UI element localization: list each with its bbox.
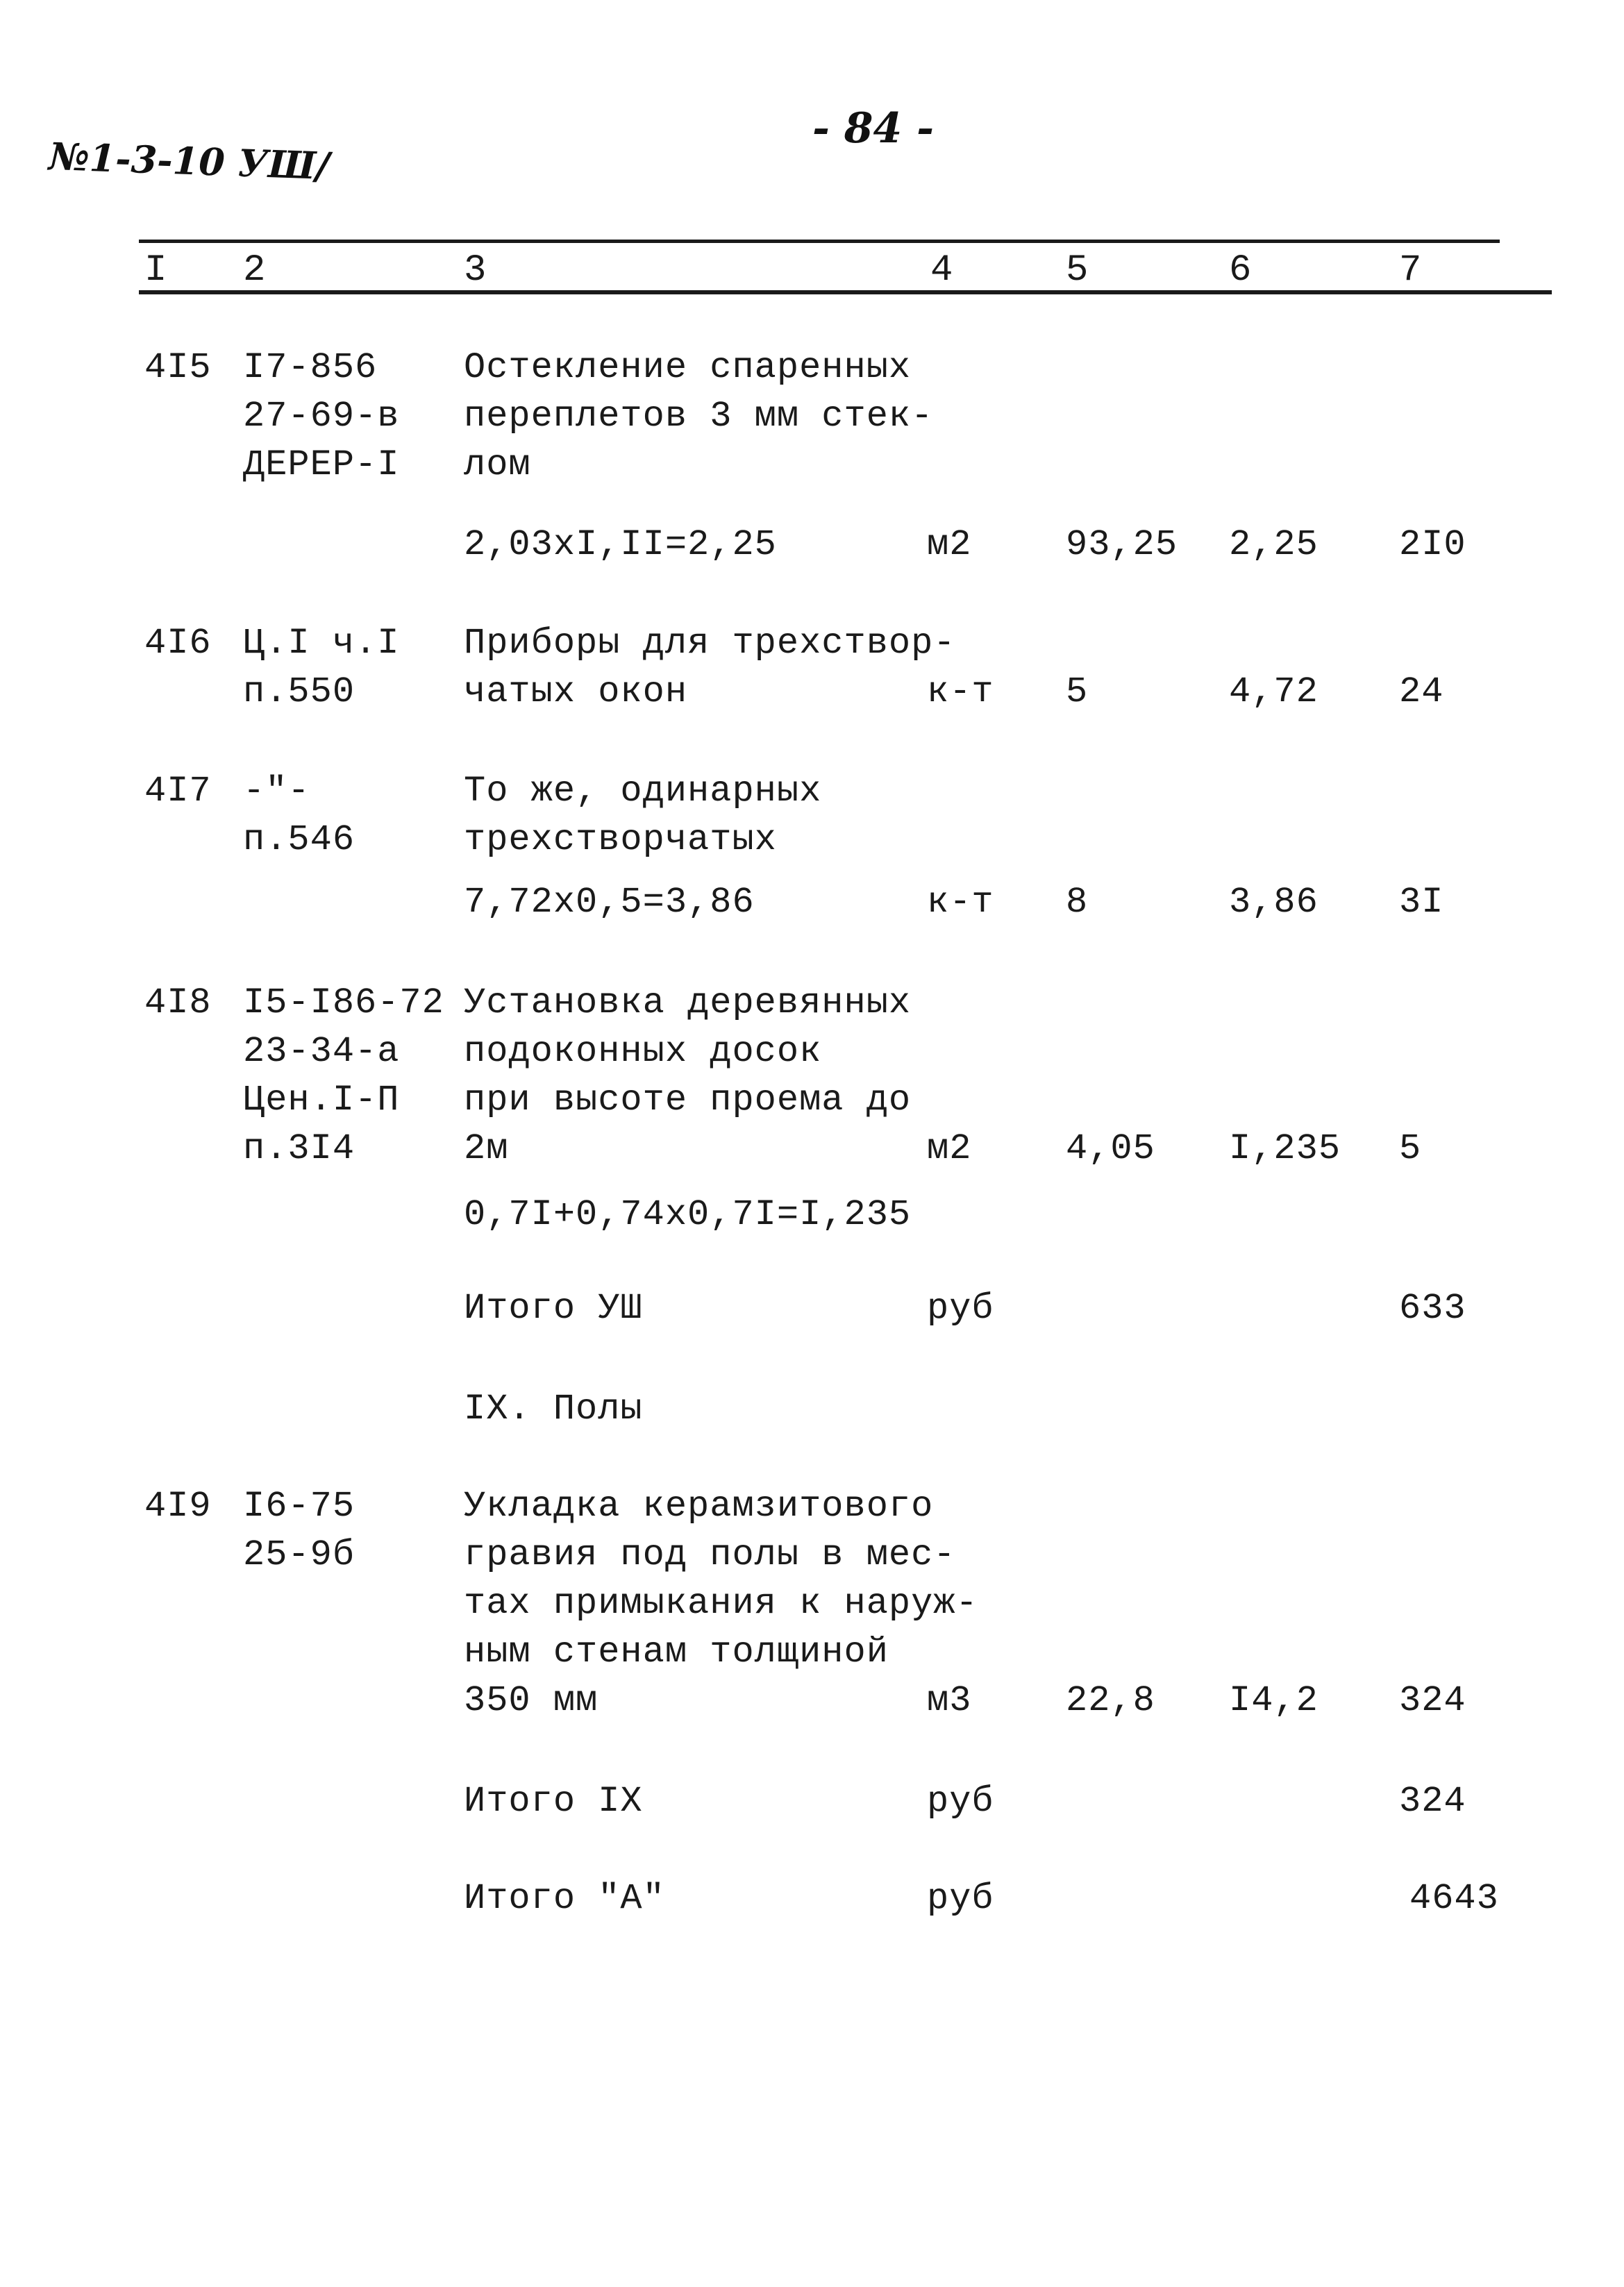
row-quantity: 93,25 (1066, 524, 1178, 565)
col-header-6: 6 (1229, 249, 1253, 292)
row-unit: к-т (927, 671, 994, 712)
row-quantity: 8 (1066, 882, 1089, 923)
row-number: 4I7 (144, 771, 212, 812)
header-top-rule (139, 240, 1500, 243)
row-reference: I7-856 27-69-в ДЕРЕР-I (243, 347, 400, 485)
row-unit: м2 (927, 524, 972, 565)
row-description: Остекление спаренных переплетов 3 мм стек- лом (464, 347, 934, 485)
total-a-unit: руб (927, 1878, 994, 1919)
col-header-3: 3 (464, 249, 487, 292)
row-reference: Ц.I ч.I п.550 (243, 623, 400, 712)
total-a-label: Итого "А" (464, 1878, 665, 1919)
row-reference: I6-75 25-9б (243, 1486, 355, 1575)
col-header-2: 2 (243, 249, 267, 292)
subtotal-label: Итого IX (464, 1781, 643, 1822)
subtotal-unit: руб (927, 1781, 994, 1822)
row-unit: м2 (927, 1128, 972, 1169)
section-heading: IX. Полы (464, 1389, 643, 1430)
col-header-5: 5 (1066, 249, 1089, 292)
row-price: 4,72 (1229, 671, 1319, 712)
row-quantity: 4,05 (1066, 1128, 1155, 1169)
row-description: Установка деревянных подоконных досок при высоте проема до 2м (464, 982, 912, 1169)
row-unit: м3 (927, 1680, 972, 1721)
row-total: 5 (1399, 1128, 1422, 1169)
row-calculation: 7,72x0,5=3,86 (464, 882, 755, 923)
subtotal-unit: руб (927, 1288, 994, 1329)
row-description: Укладка керамзитового гравия под полы в мес- тах примыкания к наруж- ным стенам толщиной 350 мм (464, 1486, 978, 1721)
col-header-4: 4 (930, 249, 954, 292)
row-description: То же, одинарных трехстворчатых (464, 771, 822, 860)
row-number: 4I9 (144, 1486, 212, 1527)
subtotal-label: Итого УШ (464, 1288, 643, 1329)
document-code: №1-3-10 УШ/ (48, 133, 330, 189)
row-quantity: 5 (1066, 671, 1089, 712)
row-total: 24 (1399, 671, 1444, 712)
col-header-7: 7 (1399, 249, 1423, 292)
subtotal-total: 633 (1399, 1288, 1466, 1329)
subtotal-total: 324 (1399, 1781, 1466, 1822)
row-total: 2I0 (1399, 524, 1466, 565)
row-description: Приборы для трехствор- чатых окон (464, 623, 956, 712)
row-reference: I5-I86-72 23-34-а Цен.I-П п.3I4 (243, 982, 444, 1169)
row-calculation: 2,03xI,II=2,25 (464, 524, 777, 565)
row-unit: к-т (927, 882, 994, 923)
row-quantity: 22,8 (1066, 1680, 1155, 1721)
row-reference: -"- п.546 (243, 771, 355, 860)
page-number: - 84 - (812, 104, 935, 153)
row-number: 4I5 (144, 347, 212, 388)
row-number: 4I6 (144, 623, 212, 664)
total-a-total: 4643 (1409, 1878, 1499, 1919)
row-price: 2,25 (1229, 524, 1319, 565)
col-header-1: I (144, 249, 168, 292)
row-total: 324 (1399, 1680, 1466, 1721)
row-calculation: 0,7I+0,74x0,7I=I,235 (464, 1194, 912, 1235)
row-price: I4,2 (1229, 1680, 1319, 1721)
row-number: 4I8 (144, 982, 212, 1023)
row-price: 3,86 (1229, 882, 1319, 923)
header-bottom-rule (139, 290, 1552, 294)
row-price: I,235 (1229, 1128, 1341, 1169)
row-total: 3I (1399, 882, 1444, 923)
